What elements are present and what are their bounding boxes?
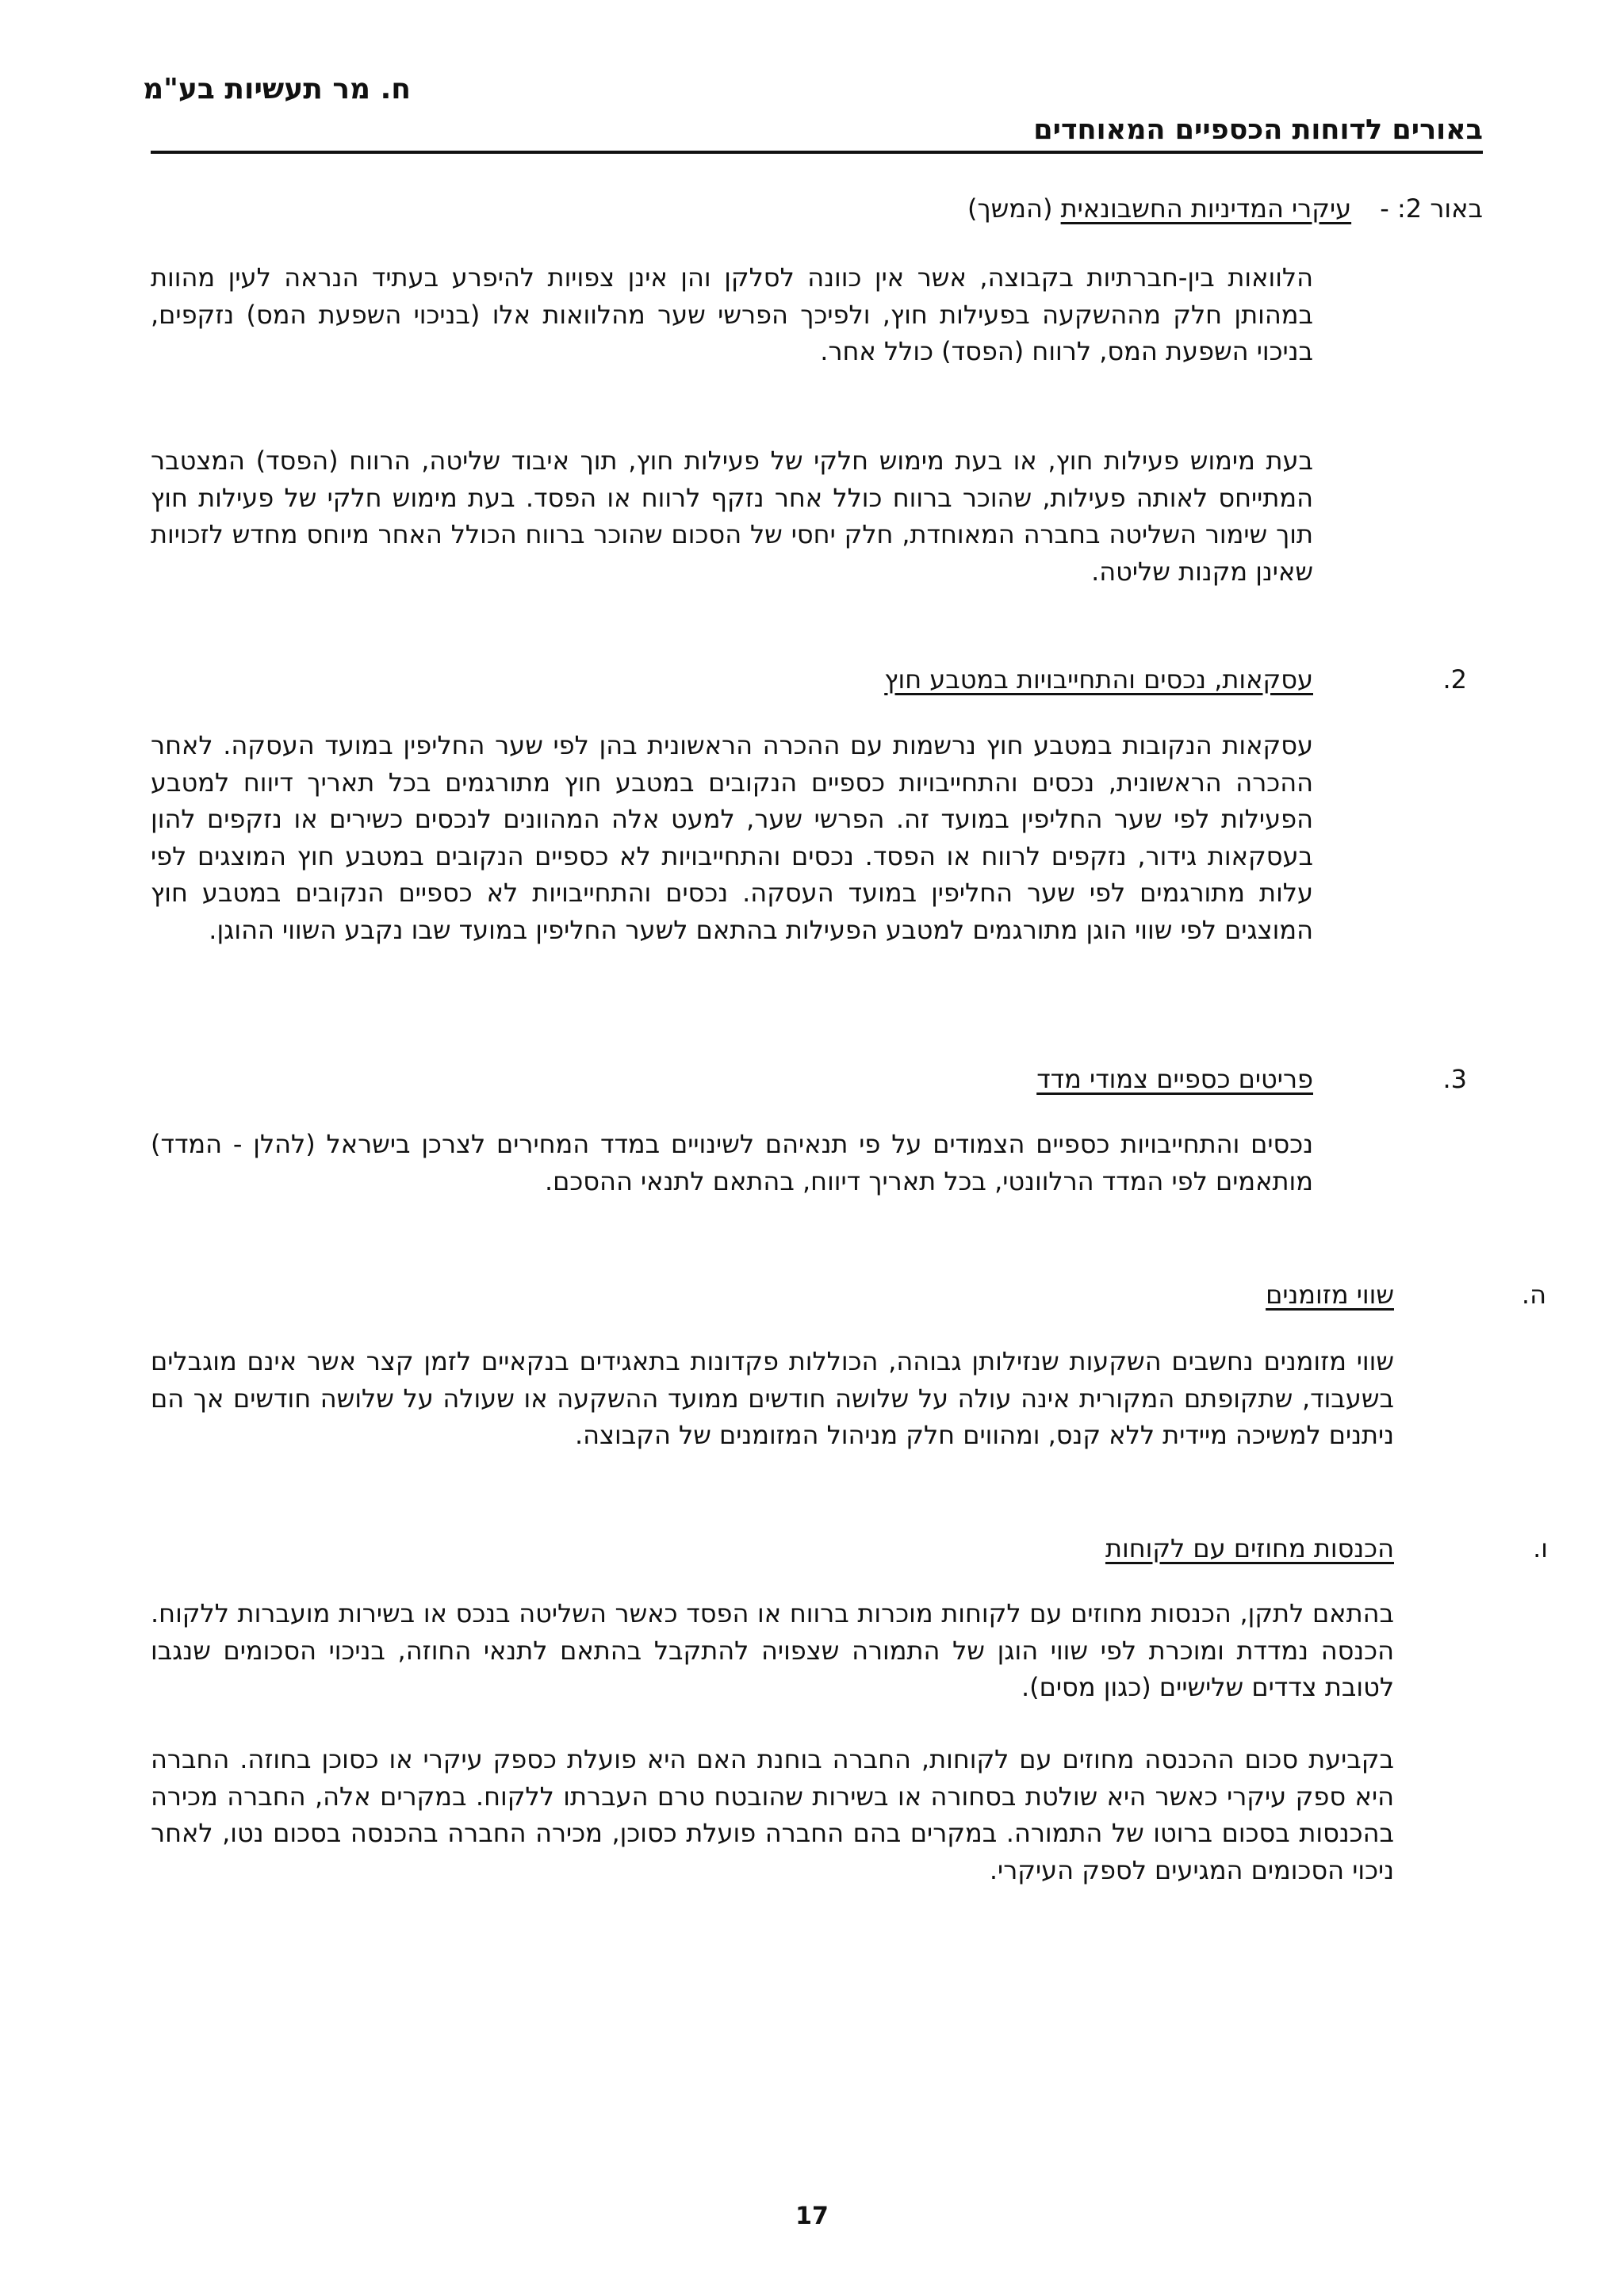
subhead-foreign-currency-marker: 2. [1442, 664, 1467, 695]
header-divider [151, 151, 1483, 154]
paragraph-cash-equivalents: שווי מזומנים נחשבים השקעות שנזילותן גבוהה, הכוללות פקדונות בתאגידים בנקאיים לזמן קצר אשר אינם מוגבלים בשעבוד, שתקופתם המקורית אינה עולה על שלושה חודשים ממועד ההשקעה או שעולה על שלושה חודשים אך הם ניתנים למשיכה מיידית ללא קנס, ומהווים חלק מניהול המזומנים של הקבוצה. [151, 1346, 1394, 1450]
note-header [967, 193, 1483, 224]
paragraph-principal-agent: בקביעת סכום ההכנסה מחוזים עם לקוחות, החברה בוחנת האם היא פועלת כספק עיקרי או כסוכן בחוזה. החברה היא ספק עיקרי כאשר היא שולטת בסחורה או בשירות שהובטח טרם העברתו ללקוח. במקרים אלה, החברה מכירה בהכנסות בסכום ברוטו של התמורה. במקרים בהם החברה פועלת כסוכן, מכירה החברה בהכנסה בסכום נטו, לאחר ניכוי הסכומים המגיעים לספק העיקרי. [151, 1744, 1394, 1885]
company-name: ח. מר תעשיות בע"מ [143, 73, 411, 105]
page-number: 17 [795, 2202, 829, 2230]
subhead-cash-equivalents [1266, 1280, 1546, 1310]
paragraph-foreign-currency: עסקאות הנקובות במטבע חוץ נרשמות עם ההכרה הראשונית בהן לפי שער החליפין במועד העסקה. לאחר ההכרה הראשונית, נכסים והתחייבויות כספיים הנקובים במטבע חוץ מתורגמים בכל תאריך דיווח למטבע הפעילות לפי שער החליפין במועד זה. הפרשי שער, למעט אלה המהוונים לנכסים כשירים או נזקפים להון בעסקאות גידור, נזקפים לרווח או הפסד. נכסים והתחייבויות לא כספיים הנקובים במטבע חוץ המוצגים לפי עלות מתורגמים לפי שער החליפין במועד העסקה. נכסים והתחייבויות לא כספיים הנקובים במטבע חוץ המוצגים לפי שווי הוגן מתורגמים למטבע הפעילות בהתאם לשער החליפין במועד שבו נקבע השווי ההוגן. [151, 730, 1313, 945]
paragraph-intercompany-loans: הלוואות בין-חברתיות בקבוצה, אשר אין כוונה לסלקן והן אינן צפויות להיפרע בעתיד הנראה לעין מהוות במהותן חלק מההשקעה בפעילות חוץ, ולפיכך הפרשי שער מהלוואות אלו (בניכוי השפעת המס) נזקפים, בניכוי השפעת המס, לרווח (הפסד) כולל אחר. [151, 262, 1313, 366]
report-title: באורים לדוחות הכספיים המאוחדים [1033, 114, 1483, 146]
subhead-foreign-currency-title: עסקאות, נכסים והתחייבויות במטבע חוץ [884, 664, 1313, 695]
note-title-suffix: (המשך) [967, 193, 1053, 224]
subhead-index-linked-title: פריטים כספיים צמודי מדד [1036, 1064, 1313, 1094]
note-number: באור 2: - [1380, 193, 1483, 224]
subhead-foreign-currency [884, 664, 1467, 695]
subhead-revenue [1105, 1533, 1548, 1563]
note-title: עיקרי המדיניות החשבונאית [1060, 193, 1352, 224]
subhead-index-linked [1036, 1064, 1467, 1094]
paragraph-revenue-recognition: בהתאם לתקן, הכנסות מחוזים עם לקוחות מוכרות ברווח או הפסד כאשר השליטה בנכס או בשירות מועברות ללקוח. הכנסה נמדדת ומוכרת לפי שווי הוגן של התמורה שצפויה להתקבל בהתאם לתנאי החוזה, בניכוי הסכומים שנגבו לטובת צדדים שלישיים (כגון מסים). [151, 1598, 1394, 1702]
paragraph-index-linked: נכסים והתחייבויות כספיים הצמודים על פי תנאיהם לשינויים במדד המחירים לצרכן בישראל (להלן - המדד) מותאמים לפי המדד הרלוונטי, בכל תאריך דיווח, בהתאם לתנאי ההסכם. [151, 1129, 1313, 1196]
subhead-cash-equivalents-title: שווי מזומנים [1266, 1280, 1394, 1310]
subhead-revenue-marker: ו. [1533, 1533, 1548, 1563]
subhead-revenue-title: הכנסות מחוזים עם לקוחות [1105, 1533, 1394, 1563]
subhead-cash-equivalents-marker: ה. [1521, 1280, 1546, 1310]
subhead-index-linked-marker: 3. [1442, 1064, 1467, 1094]
paragraph-disposal-foreign-operation: בעת מימוש פעילות חוץ, או בעת מימוש חלקי של פעילות חוץ, תוך איבוד שליטה, הרווח (הפסד) המצטבר המתייחס לאותה פעילות, שהוכר ברווח כולל אחר נזקף לרווח או הפסד. בעת מימוש חלקי של פעילות חוץ תוך שימור השליטה בחברה המאוחדת, חלק יחסי של הסכום שהוכר ברווח הכולל האחר מיוחס מחדש לזכויות שאינן מקנות שליטה. [151, 446, 1313, 587]
